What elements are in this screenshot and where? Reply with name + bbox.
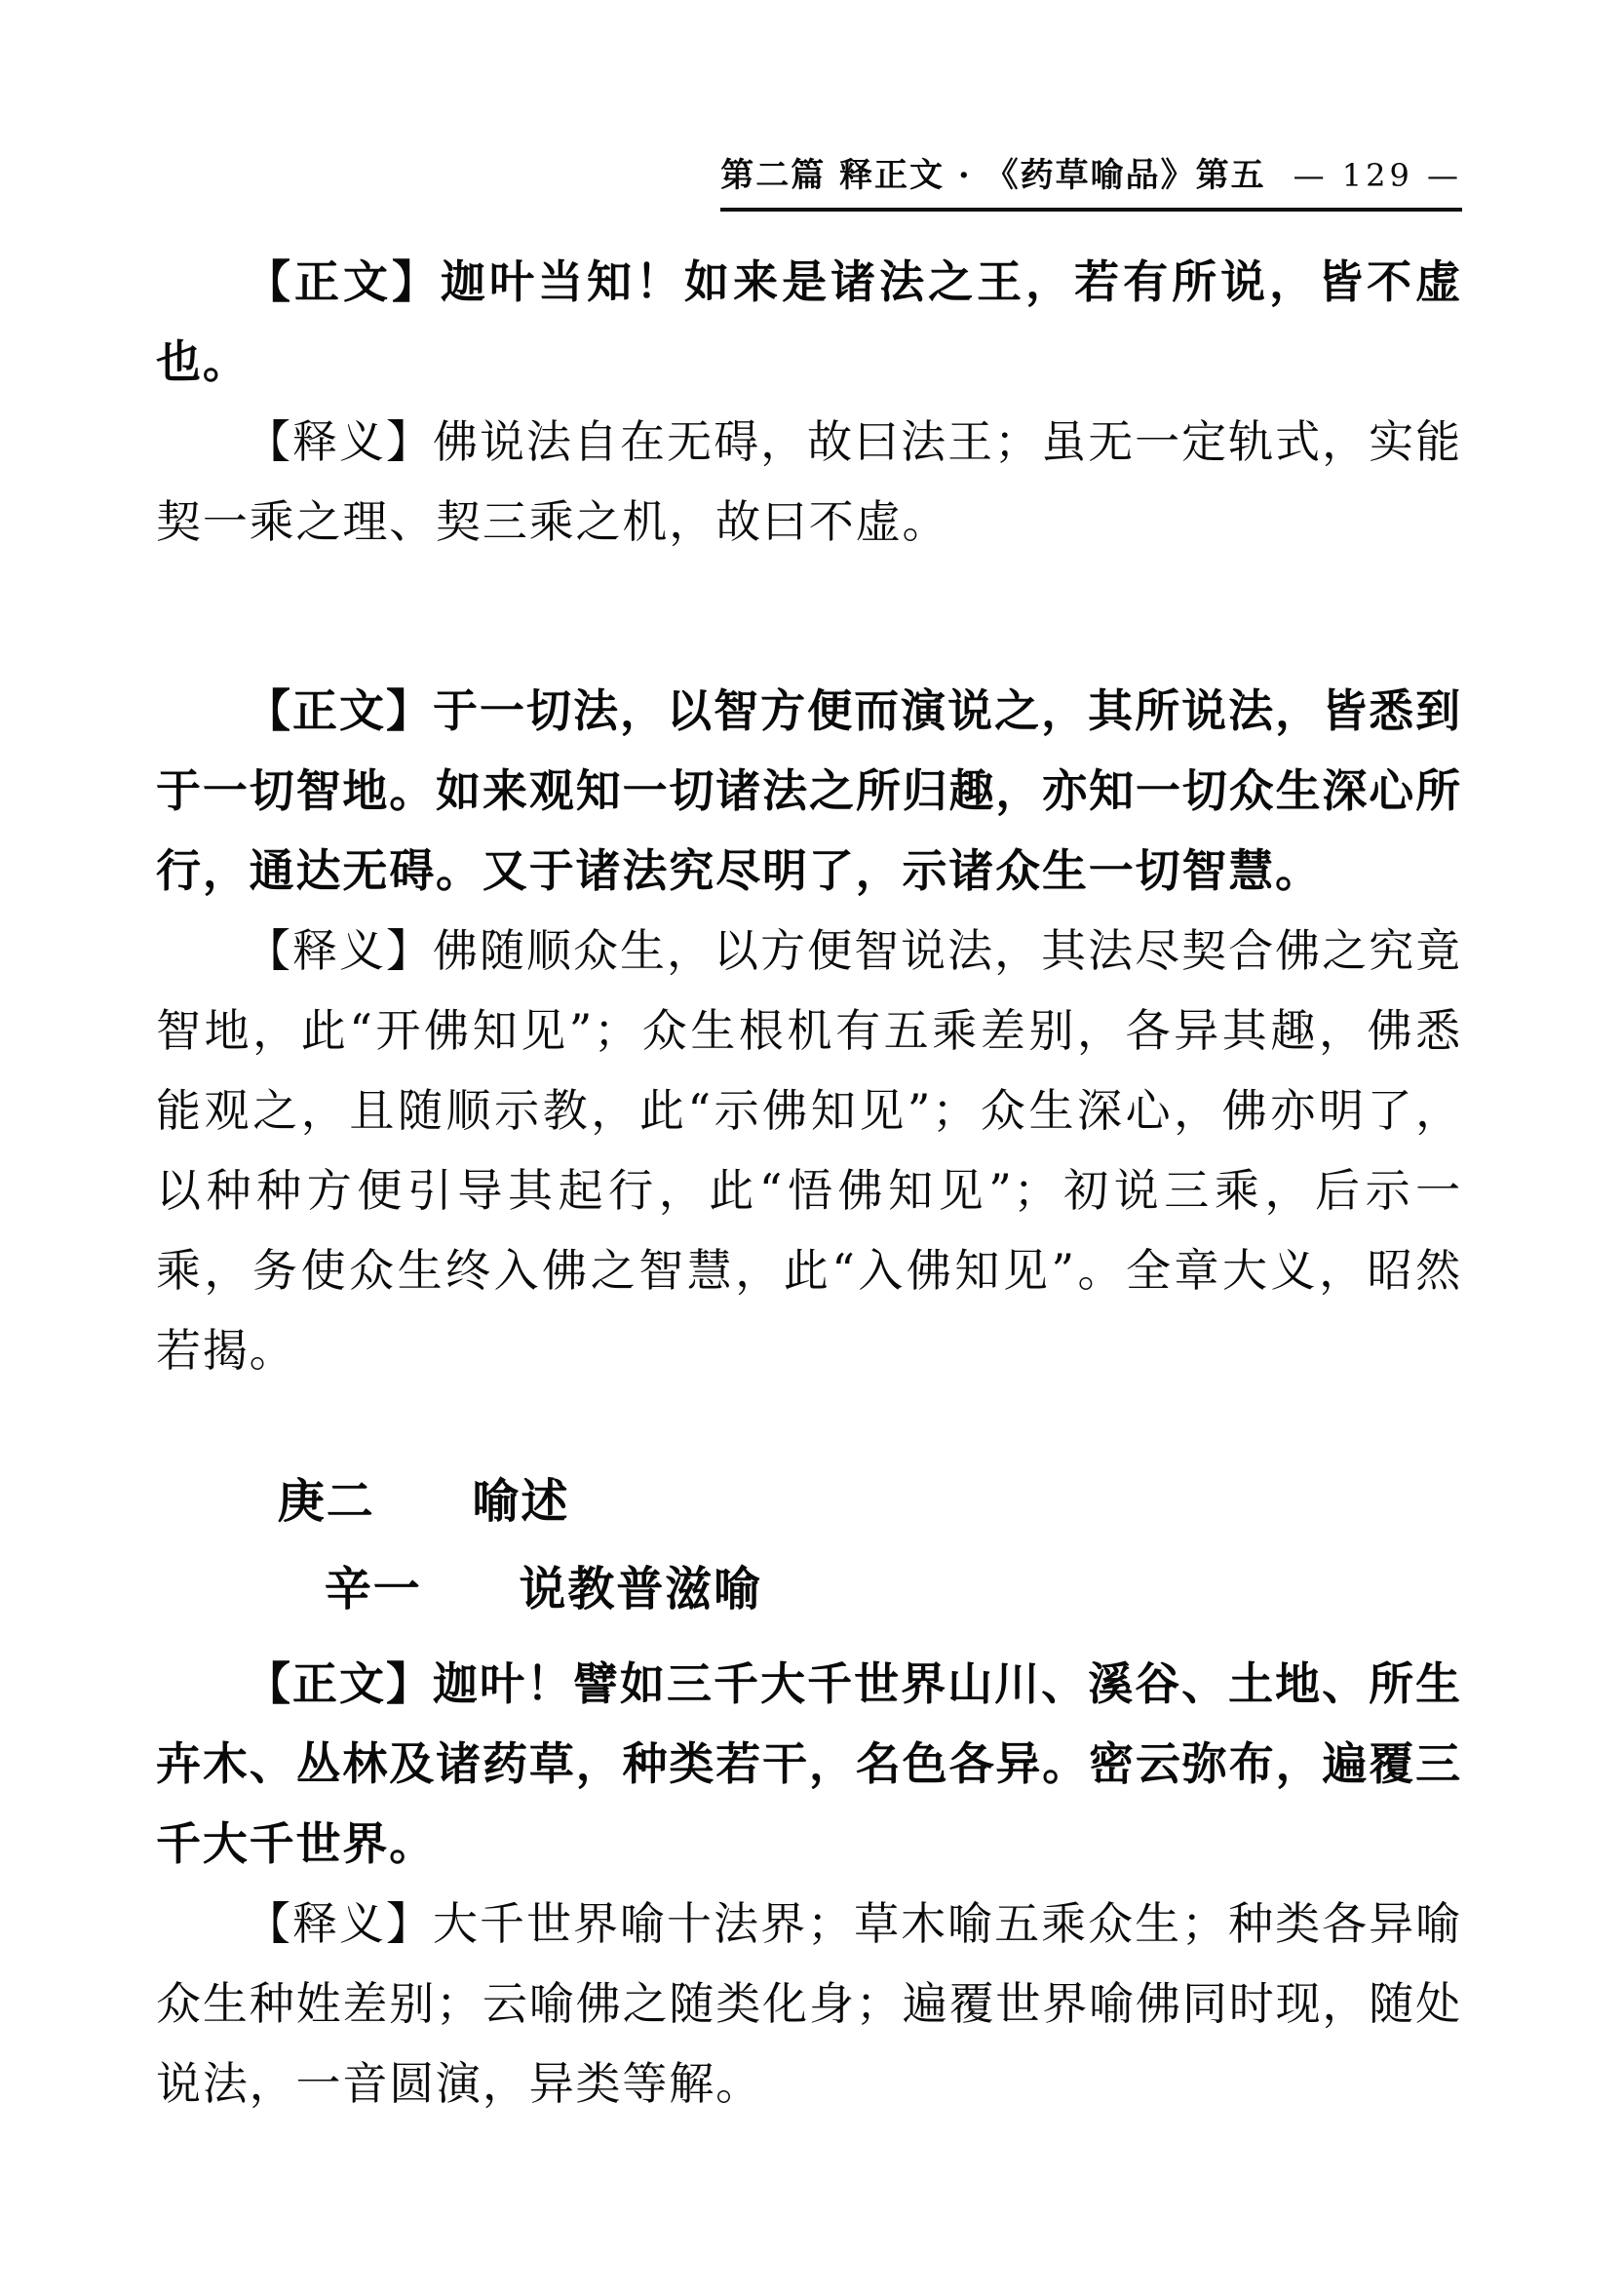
text-column <box>156 242 1462 2123</box>
commentary-paragraph: 【释义】佛说法自在无碍，故曰法王；虽无一定轨式，实能契一乘之理、契三乘之机，故曰不虚。 <box>156 415 1462 548</box>
scripture-paragraph: 【正文】迦叶当知！如来是诸法之王，若有所说，皆不虚也。 <box>156 255 1462 388</box>
section-heading: 庚二 喻述 <box>277 1474 570 1529</box>
commentary-paragraph: 【释义】大千世界喻十法界；草木喻五乘众生；种类各异喻众生种姓差别；云喻佛之随类化身；遍覆世界喻佛同时现，随处说法，一音圆演，异类等解。 <box>156 1897 1462 2110</box>
running-head <box>720 148 1462 212</box>
page-number: — 129 — <box>1293 157 1462 194</box>
subsection-heading: 辛一 说教普滋喻 <box>324 1562 763 1616</box>
scripture-paragraph: 【正文】于一切法，以智方便而演说之，其所说法，皆悉到于一切智地。如来观知一切诸法之所归趣，亦知一切众生深心所行，通达无碍。又于诸法究尽明了，示诸众生一切智慧。 <box>156 684 1462 897</box>
commentary-paragraph: 【释义】佛随顺众生，以方便智说法，其法尽契合佛之究竟智地，此“开佛知见”；众生根机有五乘差别，各异其趣，佛悉能观之，且随顺示教，此“示佛知见”；众生深心，佛亦明了，以种种方便引导其起行，此“悟佛知见”；初说三乘，后示一乘，务使众生终入佛之智慧，此“入佛知见”。全章大义，昭然若揭。 <box>156 924 1462 1377</box>
running-head-title: 第二篇 释正文 · 《药草喻品》第五 <box>720 156 1266 195</box>
scripture-paragraph: 【正文】迦叶！譬如三千大千世界山川、溪谷、土地、所生卉木、丛林及诸药草，种类若干，名色各异。密云弥布，遍覆三千大千世界。 <box>156 1657 1462 1870</box>
